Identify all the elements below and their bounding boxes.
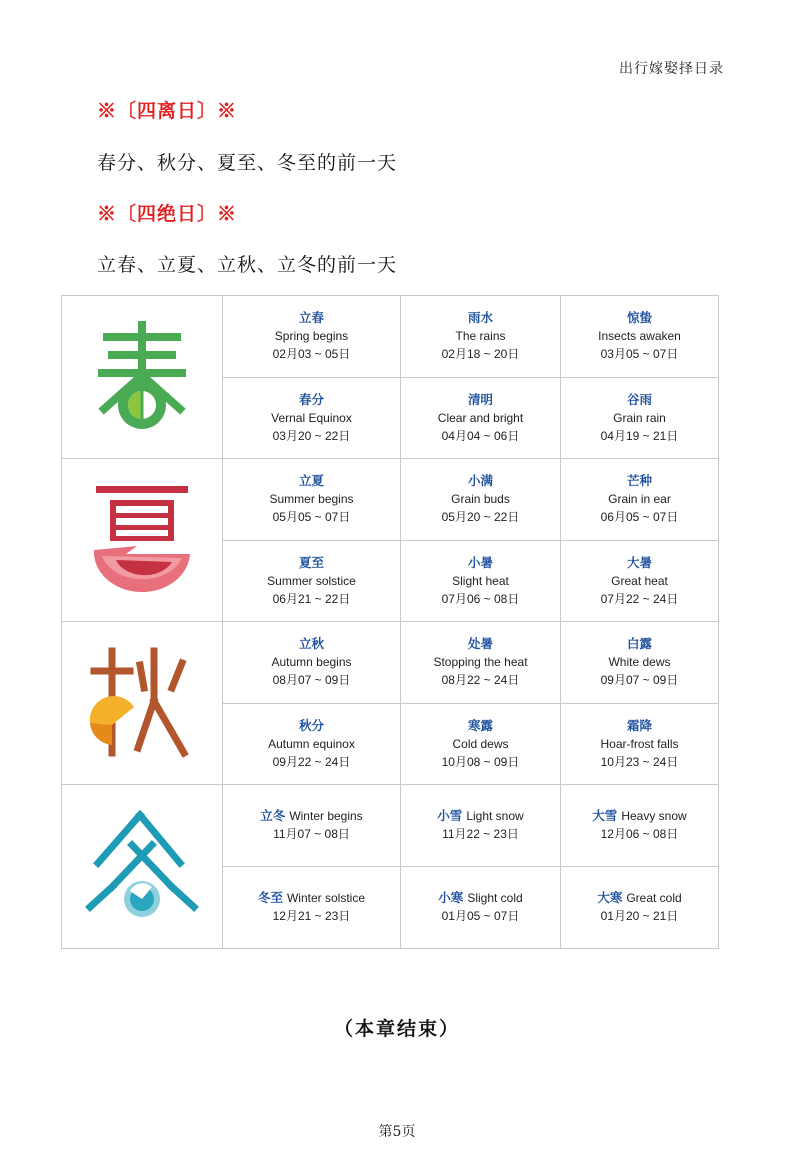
summer-glyph-icon [82,480,202,600]
term-name: 小暑 [467,555,493,570]
term-name: 立秋 [298,637,324,652]
term-english: Winter begins [289,809,363,824]
term-english: Heavy snow [621,809,687,824]
term-date: 07月22 ~ 24日 [600,591,679,606]
term-cell [401,296,561,378]
term-cell [561,867,718,949]
term-cell [401,785,561,867]
term-cell [223,867,401,949]
term-name: 大雪 [592,809,618,824]
term-name: 立春 [298,311,324,326]
term-date: 10月23 ~ 24日 [600,754,679,769]
term-date: 08月22 ~ 24日 [441,673,520,688]
season-spring-cell [62,296,223,459]
term-english: Clear and bright [437,410,524,425]
term-date: 10月08 ~ 09日 [441,754,520,769]
term-cell [401,541,561,623]
term-cell [223,541,401,623]
term-name: 小寒 [438,891,464,906]
term-name: 霜降 [626,718,652,733]
term-cell [401,459,561,541]
term-cell [561,296,718,378]
term-date: 03月05 ~ 07日 [600,347,679,362]
term-english: Great cold [626,891,682,906]
term-cell [561,459,718,541]
term-english: Hoar-frost falls [600,736,679,751]
term-cell [401,378,561,460]
term-cell [401,622,561,704]
term-name: 立冬 [260,809,286,824]
term-english: White dews [608,655,671,670]
term-cell [401,867,561,949]
season-autumn-cell [62,622,223,785]
term-english: Grain buds [451,492,510,507]
term-cell [223,785,401,867]
term-name: 立夏 [298,474,324,489]
section-title-sijue: ※〔四绝日〕※ [97,203,238,225]
term-english: Autumn begins [271,655,352,670]
term-name: 雨水 [467,311,493,326]
term-date: 02月03 ~ 05日 [272,347,351,362]
term-cell [561,704,718,786]
term-cell [223,704,401,786]
term-date: 07月06 ~ 08日 [441,591,520,606]
term-name: 小雪 [437,809,463,824]
section-title-sili: ※〔四离日〕※ [97,100,238,122]
running-header: 出行嫁娶择日录 [619,61,724,77]
term-english: Spring begins [274,329,349,344]
term-date: 05月20 ~ 22日 [441,510,520,525]
term-english: Slight cold [467,891,523,906]
term-date: 03月20 ~ 22日 [272,428,351,443]
spring-glyph-icon [82,317,202,437]
term-name: 寒露 [467,718,493,733]
term-english: Stopping the heat [433,655,528,670]
term-english: Light snow [466,809,524,824]
term-english: Grain in ear [608,492,671,507]
chapter-end-note: （本章结束） [333,1018,460,1040]
term-date: 12月21 ~ 23日 [272,909,351,924]
term-name: 谷雨 [626,392,652,407]
term-cell [223,622,401,704]
term-date: 02月18 ~ 20日 [441,347,520,362]
term-cell [561,785,718,867]
term-english: Summer begins [269,492,354,507]
term-date: 04月19 ~ 21日 [600,428,679,443]
term-name: 芒种 [626,474,652,489]
term-name: 清明 [467,392,493,407]
term-date: 12月06 ~ 08日 [600,827,679,842]
season-winter-cell [62,785,223,948]
term-name: 春分 [298,392,324,407]
term-english: Winter solstice [286,891,366,906]
page-number: 第5页 [378,1124,416,1140]
term-date: 09月07 ~ 09日 [600,673,679,688]
term-date: 11月22 ~ 23日 [442,827,519,842]
term-english: Great heat [611,573,668,588]
term-name: 小满 [467,474,493,489]
term-date: 06月21 ~ 22日 [272,591,351,606]
section-content-sijue: 立春、立夏、立秋、立冬的前一天 [97,254,398,276]
term-english: Insects awaken [598,329,681,344]
term-english: Cold dews [452,736,509,751]
season-summer-cell [62,459,223,622]
term-date: 11月07 ~ 08日 [273,827,350,842]
term-name: 秋分 [298,718,324,733]
term-name: 大寒 [597,891,623,906]
term-cell [223,378,401,460]
term-name: 冬至 [257,891,283,906]
term-date: 05月05 ~ 07日 [272,510,351,525]
term-date: 06月05 ~ 07日 [600,510,679,525]
term-cell [561,378,718,460]
term-english: The rains [455,329,506,344]
term-name: 大暑 [626,555,652,570]
term-date: 01月05 ~ 07日 [441,909,520,924]
term-cell [561,541,718,623]
solar-terms-table [61,295,719,949]
term-date: 08月07 ~ 09日 [272,673,351,688]
term-name: 夏至 [298,555,324,570]
term-english: Summer solstice [267,573,356,588]
term-english: Grain rain [613,410,666,425]
section-content-sili: 春分、秋分、夏至、冬至的前一天 [97,152,398,174]
term-name: 白露 [626,637,652,652]
term-date: 09月22 ~ 24日 [272,754,351,769]
term-date: 04月04 ~ 06日 [441,428,520,443]
term-english: Vernal Equinox [271,410,352,425]
term-english: Slight heat [452,573,509,588]
autumn-glyph-icon [82,643,202,763]
term-cell [223,459,401,541]
term-cell [401,704,561,786]
term-date: 01月20 ~ 21日 [600,909,679,924]
term-cell [561,622,718,704]
term-name: 处暑 [467,637,493,652]
winter-glyph-icon [82,807,202,927]
term-english: Autumn equinox [268,736,355,751]
term-cell [223,296,401,378]
term-name: 惊蛰 [626,311,652,326]
